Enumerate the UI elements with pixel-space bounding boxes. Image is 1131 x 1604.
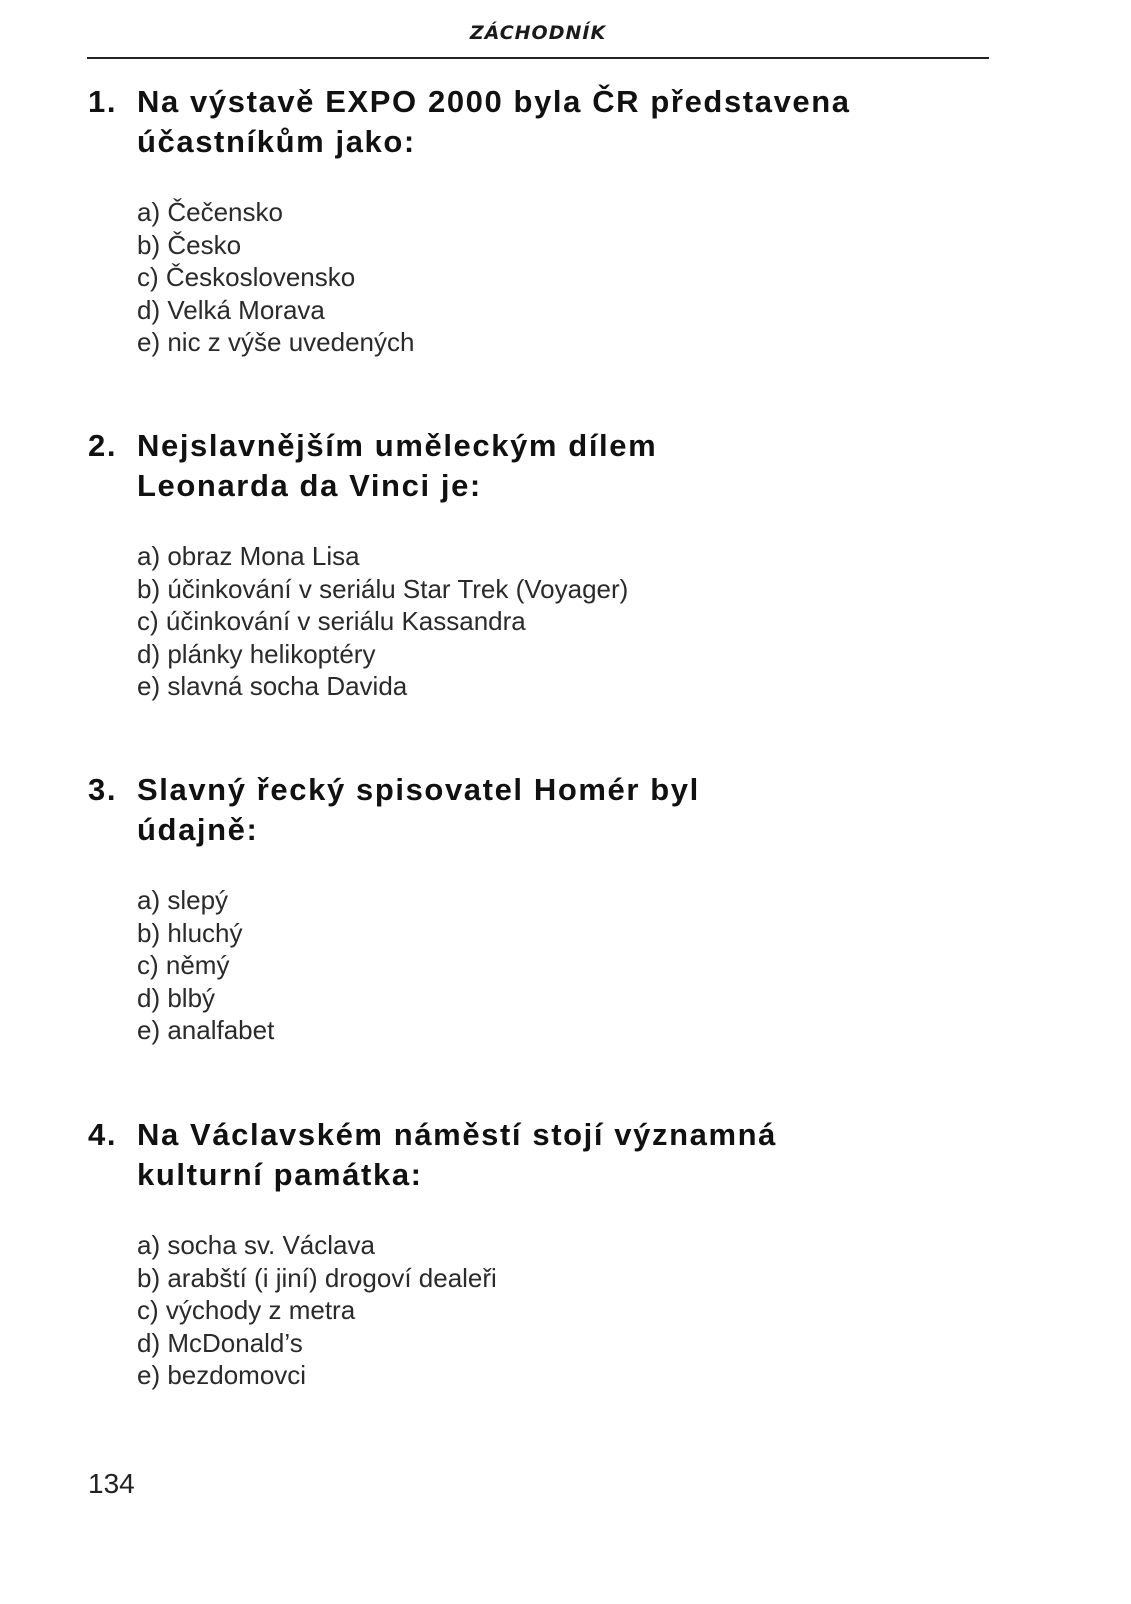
question-2 — [88, 426, 1048, 703]
question-text: Nejslavnějším uměleckým dílem Leonarda da Vinci je: — [137, 428, 658, 503]
question-4 — [88, 1115, 1048, 1392]
option: d) McDonald’s — [137, 1327, 303, 1358]
running-header: ZÁCHODNÍK — [469, 22, 607, 44]
page-number: 134 — [88, 1468, 135, 1499]
option: e) bezdomovci — [137, 1360, 307, 1391]
option-list — [137, 1229, 1048, 1392]
option: b) arabští (i jiní) drogoví dealeři — [137, 1262, 497, 1293]
option: b) hluchý — [137, 917, 243, 948]
option: a) obraz Mona Lisa — [137, 541, 360, 571]
option: d) Velká Morava — [137, 294, 325, 325]
option-list — [137, 884, 1048, 1047]
option: b) účinkování v seriálu Star Trek (Voyager) — [137, 573, 629, 604]
option-list — [137, 540, 1048, 703]
option: a) socha sv. Václava — [137, 1230, 375, 1260]
question-3 — [88, 770, 1048, 1047]
question-number: 1. — [88, 84, 118, 119]
question-text: Na Václavském náměstí stojí významná kulturní památka: — [137, 1117, 778, 1192]
option: d) blbý — [137, 982, 216, 1013]
option: a) slepý — [137, 885, 229, 915]
question-text: Na výstavě EXPO 2000 byla ČR představena účastníkům jako: — [137, 84, 851, 159]
question-text: Slavný řecký spisovatel Homér byl údajně: — [137, 772, 700, 847]
option: a) Čečensko — [137, 197, 283, 227]
option: e) nic z výše uvedených — [137, 327, 415, 358]
option: c) východy z metra — [137, 1295, 356, 1326]
question-number: 4. — [88, 1117, 118, 1152]
option: e) analfabet — [137, 1015, 275, 1046]
option: c) němý — [137, 950, 230, 981]
option: c) Československo — [137, 262, 356, 293]
question-number: 2. — [88, 428, 118, 463]
option-list — [137, 196, 1048, 359]
option: d) plánky helikoptéry — [137, 638, 376, 669]
question-1 — [88, 82, 1048, 359]
header-rule — [87, 57, 989, 59]
option: c) účinkování v seriálu Kassandra — [137, 606, 526, 637]
question-number: 3. — [88, 772, 118, 807]
option: e) slavná socha Davida — [137, 671, 408, 702]
option: b) Česko — [137, 229, 242, 260]
